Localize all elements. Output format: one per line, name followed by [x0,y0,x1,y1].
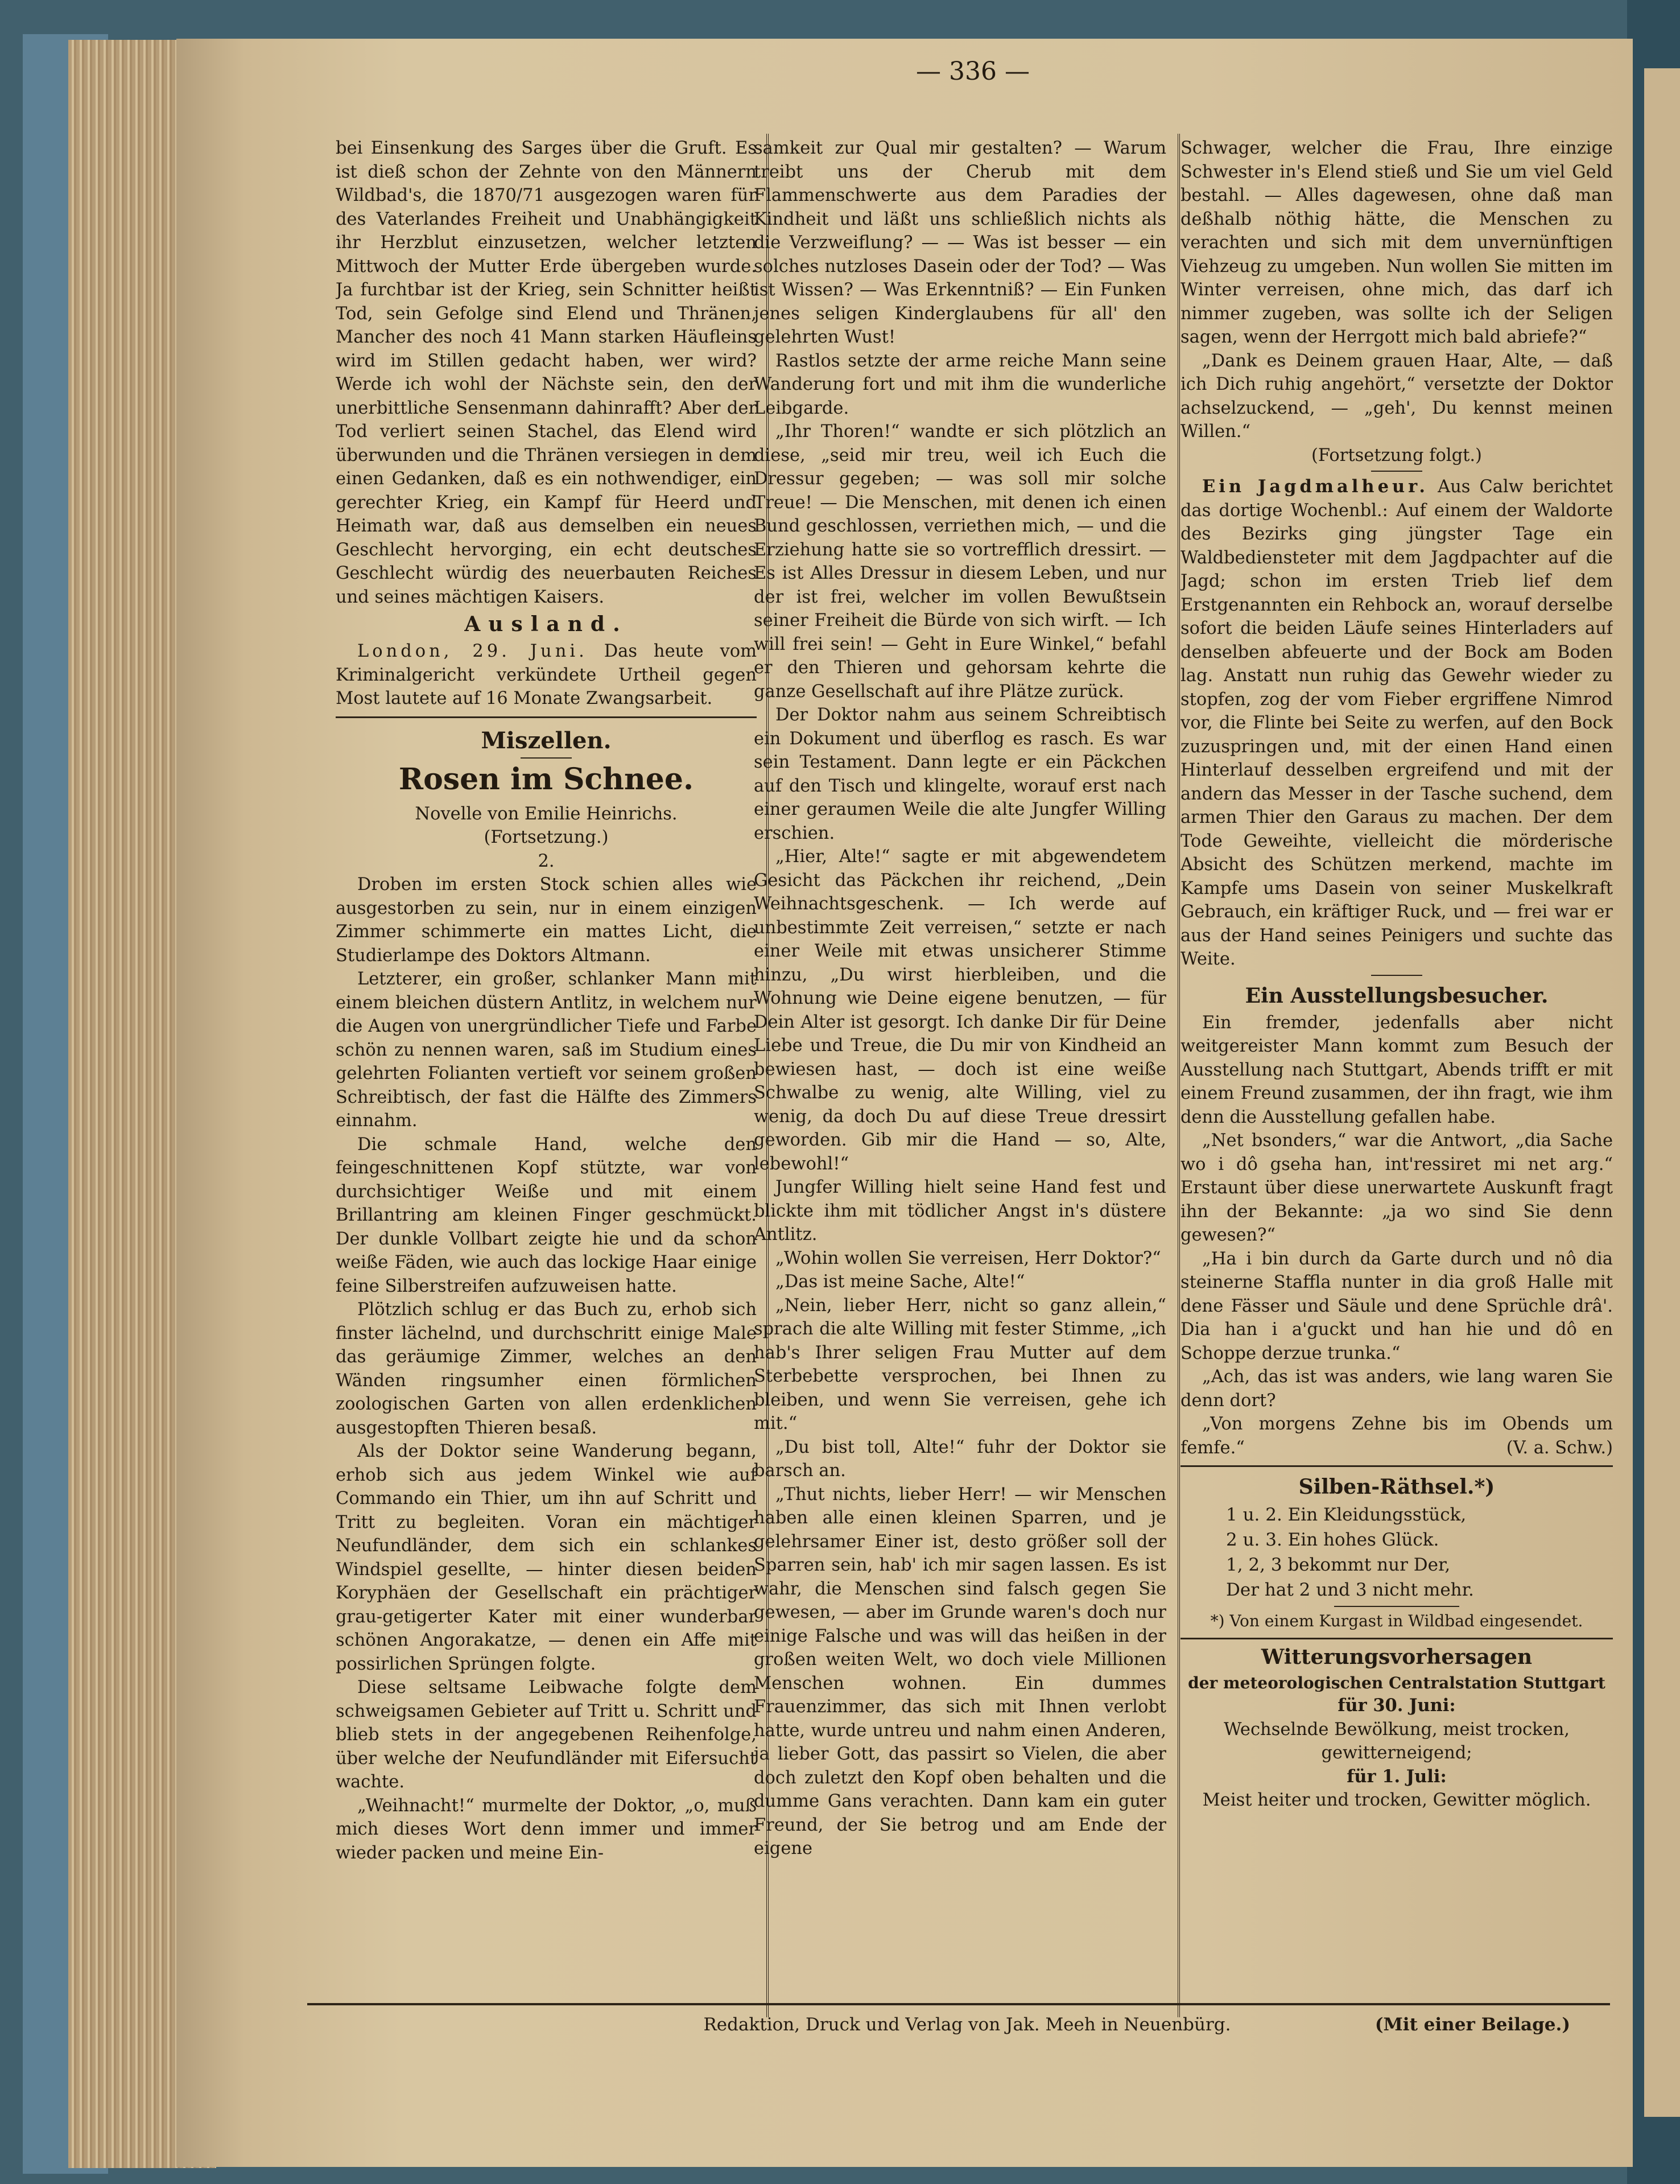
paragraph: Rastlos setzte der arme reiche Mann seine Wanderung fort und mit ihm die wunderliche Leibgarde. [754,351,1166,418]
item-text: Aus Calw berichtet das dortige Wochenbl.: Auf einem der Waldorte des Bezirks ging jüngster Tage ein Waldbediensteter mit dem Jagdpachter auf die Jagd; schon im ersten Trieb lief dem Erstgenannten ein Rehbock an, worauf derselbe sofort die beiden Läufe seines Hinterladers auf denselben abfeuerte und der Bock am Boden lag. Anstatt nun ruhig das Gewehr wieder zu stopfen, zog der vom Fieber ergriffene Nimrod vor, die Flinte bei Seite zu werfen, auf den Bock zuzuspringen und, mit der einen Hand einen Hinterlauf desselben ergreifend und mit der andern das Messer in der Tasche suchend, dem armen Thier den Garaus zu machen. Der dem Tode Geweihte, vielleicht die mörderische Absicht des Schützen merkend, machte im Kampfe ums Dasein von seiner Muskelkraft Gebrauch, ein kräftiger Ruck, und — frei war er aus der Hand seines Peinigers und suchte das Weite. [1180,477,1613,969]
paragraph: Schwager, welcher die Frau, Ihre einzige Schwester in's Elend stieß und Sie um viel Geld bestahl. — Alles dagewesen, ohne daß man deßhalb nöthig hätte, die Menschen zu verachten und sich mit dem unvernünftigen Viehzeug zu umgeben. Nun wollen Sie mitten im Winter verreisen, ohne mich, das darf ich nimmer zugeben, was sollte ich der Seligen sagen, wenn der Herrgott mich bald abriefe?“ [1180,138,1613,347]
paragraph: „Ihr Thoren!“ wandte er sich plötzlich an diese, „seid mir treu, weil ich Euch die Dressur gegeben; — was soll mir solche Treue! — Die Menschen, mit denen ich einen Bund geschlossen, verriethen mich, — und die Erziehung hatte sie so vortrefflich dressirt. — Es ist Alles Dressur in diesem Leben, und nur der ist frei, welcher im vollen Bewußtsein seiner Freiheit die Bürde von sich wirft. — Ich will frei sein! — Geht in Eure Winkel,“ befahl er den Thieren und gehorsam kehrte die ganze Gesellschaft auf ihre Plätze zurück. [754,422,1166,702]
paragraph: „Wohin wollen Sie verreisen, Herr Doktor?“ [775,1248,1161,1268]
paragraph-text: „Von morgens Zehne bis im Obends um femfe.“ [1180,1414,1613,1458]
paragraph: Droben im ersten Stock schien alles wie ausgestorben zu sein, nur in einem einzigen Zimmer schimmerte ein mattes Licht, die Studierlampe des Doktors Altmann. [336,875,757,966]
item-heading: Ein Jagdmalheur. [1202,476,1429,497]
story-continuation-note: (Fortsetzung folgt.) [1311,445,1482,465]
riddle-line: 1, 2, 3 bekommt nur Der, [1226,1555,1451,1575]
paragraph: „Hier, Alte!“ sagte er mit abgewendetem Gesicht das Päckchen ihr reichend, „Dein Weihnachtsgeschenk. — Ich werde auf unbestimmte Zeit verreisen,“ setzte er nach einer Weile mit etwas unsicherer Stimme hinzu, „Du wirst hierbleiben, und die Wohnung wie Deine eigene benutzen, — für Dein Alter ist gesorgt. Ich danke Dir für Deine Liebe und Treue, die Du mir von Kindheid an bewiesen hast, — doch ist eine weiße Schwalbe zu wenig, alte Willing, viel zu wenig, da doch Du auf diese Treue dressirt geworden. Gib mir die Hand — so, Alte, lebewohl!“ [754,847,1166,1174]
paragraph: „Du bist toll, Alte!“ fuhr der Doktor sie barsch an. [754,1437,1166,1481]
next-page-edge [1644,68,1680,2117]
paragraph: „Ha i bin durch da Garte durch und nô dia steinerne Staffla nunter in dia groß Halle mit dene Fässer und Säule und dene Sprüchle drâ'. Dia han i a'guckt und han hie und dô en Schoppe derzue trunka.“ [1180,1248,1613,1363]
paragraph: „Thut nichts, lieber Herr! — wir Menschen haben alle einen kleinen Sparren, und je gelehrsamer Einer ist, desto größer soll der Sparren sein, hab' ich mir sagen lassen. Es ist wahr, die Menschen sind falsch gegen Sie gewesen, — aber im Grunde waren's doch nur einige Falsche und was will das heißen in der großen weiten Welt, wo doch viele Millionen Menschen wohnen. Ein dummes Frauenzimmer, das sich mit Ihnen verlobt hatte, wurde untreu und nahm einen Anderen, ja lieber Gott, das passirt so Vielen, die aber doch zuletzt den Kopf oben behalten und die dumme Gans verachten. Dann kam ein guter Freund, der Sie betrog und am Ende der eigene [754,1484,1166,1859]
story-title: Rosen im Schnee. [398,761,694,797]
paragraph: Die schmale Hand, welche den feingeschnittenen Kopf stützte, war von durchsichtiger Weiße und mit einem Brillantring am kleinen Finger geschmückt. Der dunkle Vollbart zeigte hie und da schon weiße Fäden, wie auch das lockige Haar einige feine Silberstreifen aufzuweisen hatte. [336,1134,757,1296]
news-london [336,640,757,711]
paragraph: samkeit zur Qual mir gestalten? — Warum treibt uns der Cherub mit dem Flammenschwerte aus dem Paradies der Kindheit und läßt uns schließlich nichts als die Verzweiflung? — — Was ist besser — ein solches nutzloses Dasein oder der Tod? — Was ist Wissen? — Was Erkenntniß? — Ein Funken jenes seligen Kinderglaubens für all' den gelehrten Wust! [754,138,1166,347]
dateline: London, 29. Juni. [357,641,588,661]
footnote-divider [1334,1606,1459,1607]
paragraph: „Dank es Deinem grauen Haar, Alte, — daß ich Dich ruhig angehört,“ versetzte der Doktor achselzuckend, — „geh', Du kennst meinen Willen.“ [1180,351,1613,442]
paragraph: Letzterer, ein großer, schlanker Mann mit einem bleichen düstern Antlitz, in welchem nur die Augen von unergründlicher Tiefe und Farbe schön zu nennen waren, saß im Studium eines gelehrten Folianten vertieft vor seinem großen Schreibtisch, der fast die Hälfte des Zimmers einnahm. [336,969,757,1131]
imprint: Redaktion, Druck und Verlag von Jak. Meeh in Neuenbürg. [703,2014,1231,2035]
supplement-note: (Mit einer Beilage.) [1374,2014,1570,2035]
chapter-number: 2. [538,851,555,871]
riddle-line: 1 u. 2. Ein Kleidungsstück, [1226,1505,1467,1525]
paragraph: Ein fremder, jedenfalls aber nicht weitgereister Mann kommt zum Besuch der Ausstellung nach Stuttgart, Abends trifft er mit einem Freund zusammen, der ihn fragt, wie ihm denn die Ausstellung gefallen habe. [1180,1012,1613,1127]
article-intro: bei Einsenkung des Sarges über die Gruft. Es ist dieß schon der Zehnte von den Männern Wildbad's, die 1870/71 ausgezogen waren für des Vaterlandes Freiheit und Unabhängigkeit ihr Herzblut einzusetzen, welcher letzten Mittwoch der Mutter Erde übergeben wurde. Ja furchtbar ist der Krieg, sein Schnitter heißt Tod, sein Gefolge sind Elend und Thränen, Mancher des noch 41 Mann starken Häufleins wird im Stillen gedacht haben, wer wird? Werde ich wohl der Nächste sein, den der unerbittliche Sensenmann dahinrafft? Aber der Tod verliert seinen Stachel, das Elend wird überwunden und die Thränen versiegen in dem einen Gedanken, daß es ein nothwendiger, ein gerechter Krieg, ein Kampf für Heerd und Heimath war, daß aus demselben ein neues Geschlecht hervorging, ein echt deutsches Geschlecht würdig des neuerbauten Reiches und seines mächtigen Kaisers. [336,138,757,607]
paragraph: Als der Doktor seine Wanderung begann, erhob sich aus jedem Winkel wie auf Commando ein Thier, um ihn auf Schritt und Tritt zu begleiten. Voran ein mächtiger Neufundländer, dem sich ein schlankes Windspiel gesellte, — hinter diesen beiden Koryphäen der Gesellschaft ein prächtiger grau-getigerter Kater mit einer wunderbar schönen Angorakatze, — denen ein Affe mit possirlichen Sprüngen folgte. [336,1441,757,1674]
weather-heading: Witterungsvorhersagen [1261,1645,1533,1669]
weather-forecast-1: Wechselnde Bewölkung, meist trocken, gewitterneigend; [1224,1719,1570,1763]
story-continuation: (Fortsetzung.) [484,827,609,847]
news-text: Das heute vom Kriminalgericht verkündete Urtheil gegen Most lautete auf 16 Monate Zwangsarbeit. [336,641,757,708]
paragraph: Plötzlich schlug er das Buch zu, erhob sich finster lächelnd, und durchschritt einige Male das geräumige Zimmer, welches an den Wänden ringsumher einen förmlichen zoologischen Garten von allen erdenklichen ausgestopften Thieren besaß. [336,1300,757,1438]
paragraph: „Ach, das ist was anders, wie lang waren Sie denn dort? [1180,1367,1613,1411]
riddle-heading: Silben-Räthsel.*) [1298,1475,1495,1499]
riddle-line: 2 u. 3. Ein hohes Glück. [1226,1530,1439,1550]
paragraph: Diese seltsame Leibwache folgte dem schweigsamen Gebieter auf Tritt u. Schritt und blieb stets in der angegebenen Reihenfolge, über welche der Neufundländer mit Eifersucht wachte. [336,1678,757,1792]
column-3 [1180,137,1613,2000]
section-divider [1180,1638,1613,1639]
paragraph: „Net bsonders,“ war die Antwort, „dia Sache wo i dô gseha han, int'ressiret mi net arg.“ Erstaunt über diese unerwartete Auskunft fragt ihn der Bekannte: „ja wo sind Sie denn gewesen?“ [1180,1131,1613,1245]
section-heading-miszellen: Miszellen. [481,727,612,754]
paragraph: Der Doktor nahm aus seinem Schreibtisch ein Dokument und überflog es rasch. Es war sein Testament. Dann legte er ein Päckchen auf den Tisch und klingelte, worauf erst nach einer geraumen Weile die alte Jungfer Willing erschien. [754,705,1166,843]
story-byline: Novelle von Emilie Heinrichs. [415,803,678,824]
riddle-line: Der hat 2 und 3 nicht mehr. [1226,1580,1474,1600]
paragraph: „Weihnacht!“ murmelte der Doktor, „o, muß mich dieses Wort denn immer und immer wieder packen und meine Ein- [336,1795,757,1863]
paragraph: Jungfer Willing hielt seine Hand fest und blickte ihm mit tödlicher Angst in's düstere Antlitz. [754,1177,1166,1245]
short-divider [1371,975,1422,976]
section-divider [336,716,757,718]
riddle-footnote: *) Von einem Kurgast in Wildbad eingesendet. [1210,1612,1583,1630]
paragraph-with-source [1180,1412,1613,1460]
column-2 [754,137,1166,2000]
short-divider [1371,471,1422,472]
paragraph: „Das ist meine Sache, Alte!“ [775,1272,1025,1292]
section-heading-ausland: Ausland. [464,612,628,636]
weather-forecast-2: Meist heiter und trocken, Gewitter möglich. [1202,1790,1591,1810]
weather-source: der meteorologischen Centralstation Stuttgart [1188,1674,1605,1692]
weather-date-2: für 1. Juli: [1347,1766,1447,1787]
page-number: — 336 — [916,57,1030,86]
paragraph: „Nein, lieber Herr, nicht so ganz allein,“ sprach die alte Willing mit fester Stimme, „ich hab's Ihrer seligen Frau Mutter auf dem Sterbebette versprochen, bei Ihnen zu bleiben, und wenn Sie verreisen, gehe ich mit.“ [754,1295,1166,1433]
section-divider [1180,1465,1613,1467]
news-jagdmalheur [1180,475,1613,971]
source-note: (V. a. Schw.) [1506,1437,1613,1458]
short-divider [521,757,572,759]
footer-rule [307,2003,1610,2005]
column-divider [1178,134,1180,2017]
column-1 [336,137,757,2000]
item-heading-ausstellungsbesucher: Ein Ausstellungsbesucher. [1245,983,1549,1008]
weather-date-1: für 30. Juni: [1338,1695,1456,1716]
